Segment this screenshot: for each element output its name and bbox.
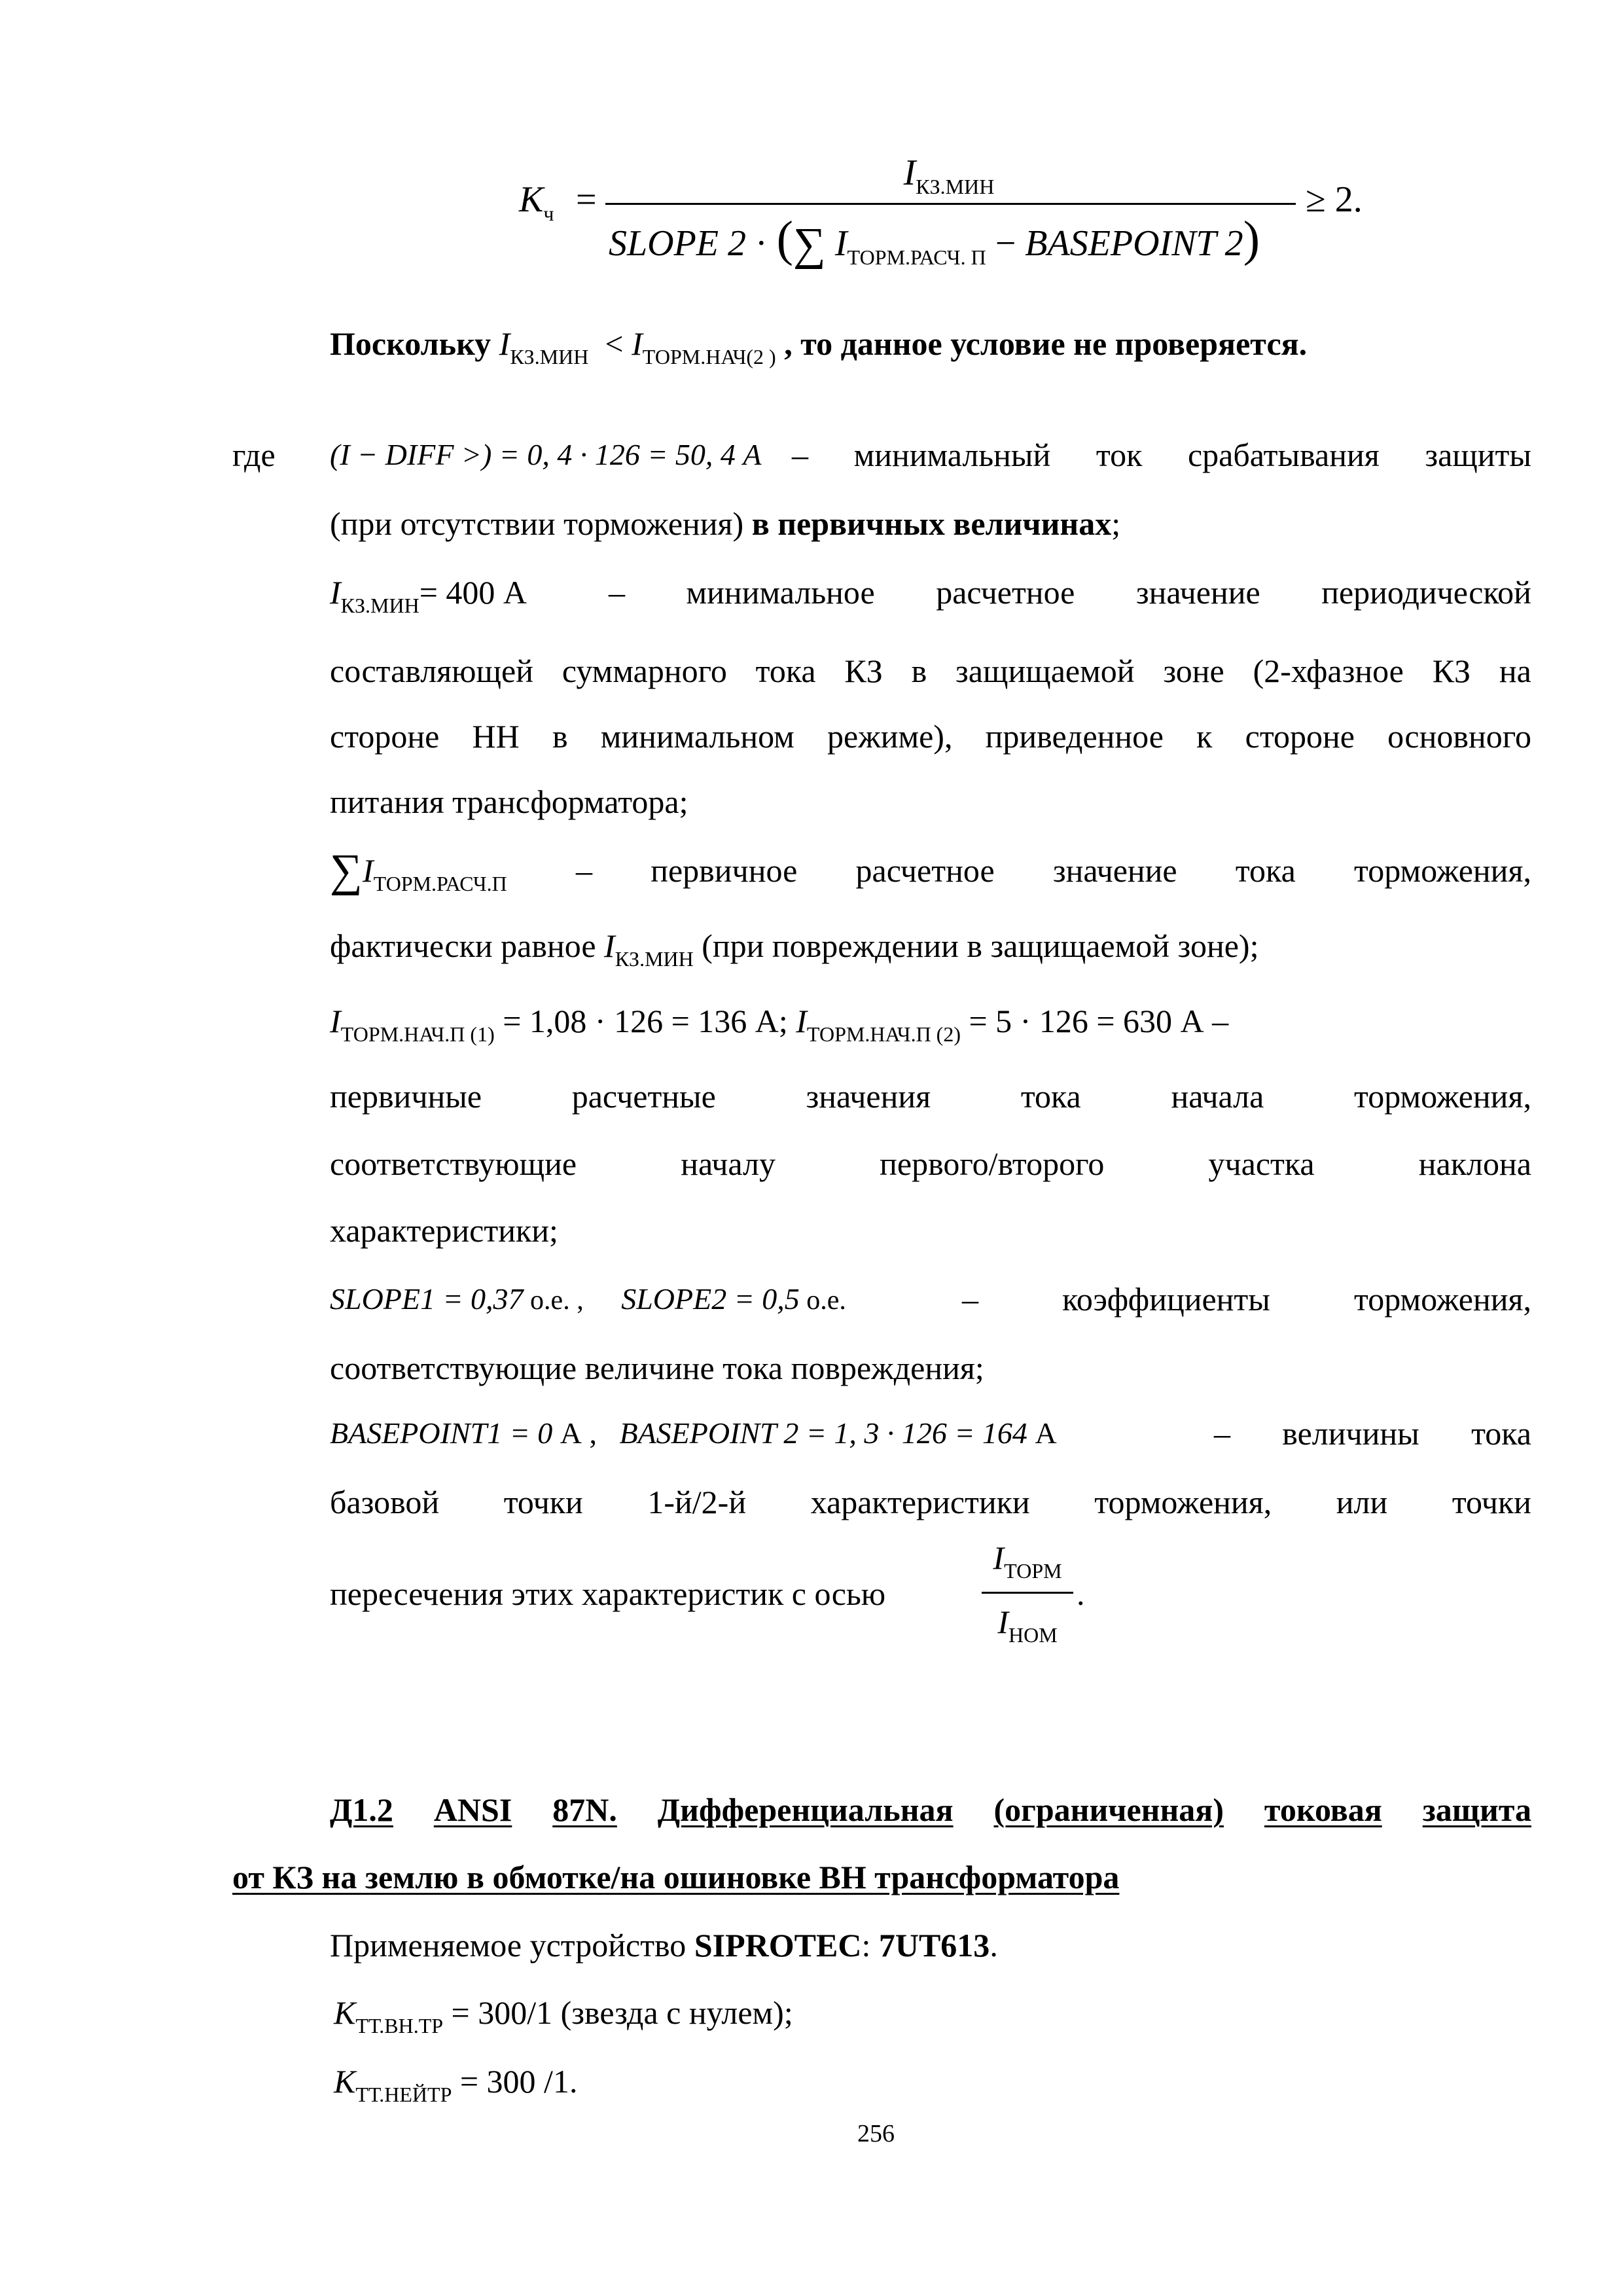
def1-line2: (при отсутствии торможения) в первичных величинах;: [330, 505, 1121, 542]
def5-line1: – коэффициенты торможения,: [962, 1281, 1531, 1318]
kt-neutral-line: $K_{ТТ.НЕЙТР} = 300$ /1.: [334, 2063, 578, 2106]
def5-formula: SLOPE1 = 0,37 о.е. , SLOPE2 = 0,5 о.е.: [330, 1282, 846, 1316]
def4-line3: соответствующие началу первого/второго участка наклона: [330, 1145, 1531, 1182]
def1-line1: – минимальный ток срабатывания защиты: [792, 437, 1531, 473]
def6-line3: пересечения этих характеристик с осью: [330, 1575, 886, 1612]
fraction-numerator: IКЗ.МИН: [903, 152, 995, 198]
def5-line2: соответствующие величине тока повреждения;: [330, 1350, 984, 1386]
kt-vn-line: $K_{ТТ.ВН.ТР} = 300/1$ (звезда с нулем);: [334, 1994, 793, 2037]
formula-tail: ≥ 2.: [1306, 179, 1363, 220]
def3-line2: фактически равное $I_{КЗ.МИН}$ (при повреждении в защищаемой зоне);: [330, 927, 1259, 971]
axis-fraction-numerator: $I_{ТОРМ}$: [993, 1539, 1062, 1583]
def4-formula: $I_{ТОРМ.НАЧ.П (1)} = 1,08 \cdot 126 = 136$ А; $I_{ТОРМ.НАЧ.П (2)} = 5 \cdot 126 = 630$ А –: [330, 1003, 1229, 1046]
def4-line2: первичные расчетные значения тока начала торможения,: [330, 1078, 1531, 1115]
section-heading-line1: Д1.2 ANSI 87N. Дифференциальная (ограниченная) токовая защита: [330, 1791, 1531, 1828]
def2-line1: – минимальное расчетное значение периодической: [609, 574, 1531, 611]
def1-formula: (I − DIFF >) = 0, 4 · 126 = 50, 4 А: [330, 438, 762, 471]
axis-fraction-dot: .: [1077, 1575, 1085, 1612]
section-heading-line2: от КЗ на землю в обмотке/на ошиновке ВН трансформатора: [232, 1859, 1120, 1895]
axis-fraction-bar: [982, 1592, 1073, 1594]
def6-line2: базовой точки 1-й/2-й характеристики торможения, или точки: [330, 1484, 1531, 1520]
condition-line: Поскольку $I_{КЗ.МИН} < I_{ТОРМ.НАЧ(2 )}$ , то данное условие не проверяется.: [330, 325, 1308, 368]
def6-formula: BASEPOINT1 = 0 А , BASEPOINT 2 = 1, 3 · 126 = 164 А: [330, 1416, 1057, 1450]
equals-sign: =: [576, 179, 597, 220]
device-line: Применяемое устройство SIPROTEC: 7UT613.: [330, 1927, 998, 1964]
def4-line4: характеристики;: [330, 1212, 558, 1249]
def3-line1: – первичное расчетное значение тока торможения,: [576, 852, 1531, 889]
def3-formula: $\sum I_{ТОРМ.РАСЧ.П}$: [330, 846, 507, 896]
def2-line2: составляющей суммарного тока КЗ в защищаемой зоне (2-хфазное КЗ на: [330, 653, 1531, 689]
fraction-bar: [605, 203, 1296, 205]
def2-formula: $I_{КЗ.МИН}= 400$ А: [330, 574, 527, 617]
fraction-denominator: SLOPE 2 · (∑ $I_{ТОРМ.РАСЧ. П}$ − BASEPOINT 2): [609, 211, 1260, 270]
k-symbol: $K_ч$: [519, 179, 554, 225]
page-number: 256: [857, 2120, 895, 2147]
def6-line1: – величины тока: [1214, 1415, 1531, 1452]
def2-line3: стороне НН в минимальном режиме), приведенное к стороне основного: [330, 718, 1531, 755]
def2-line4: питания трансформатора;: [330, 783, 688, 820]
where-label: где: [232, 437, 276, 473]
axis-fraction-denominator: $I_{НОМ}$: [997, 1604, 1058, 1647]
